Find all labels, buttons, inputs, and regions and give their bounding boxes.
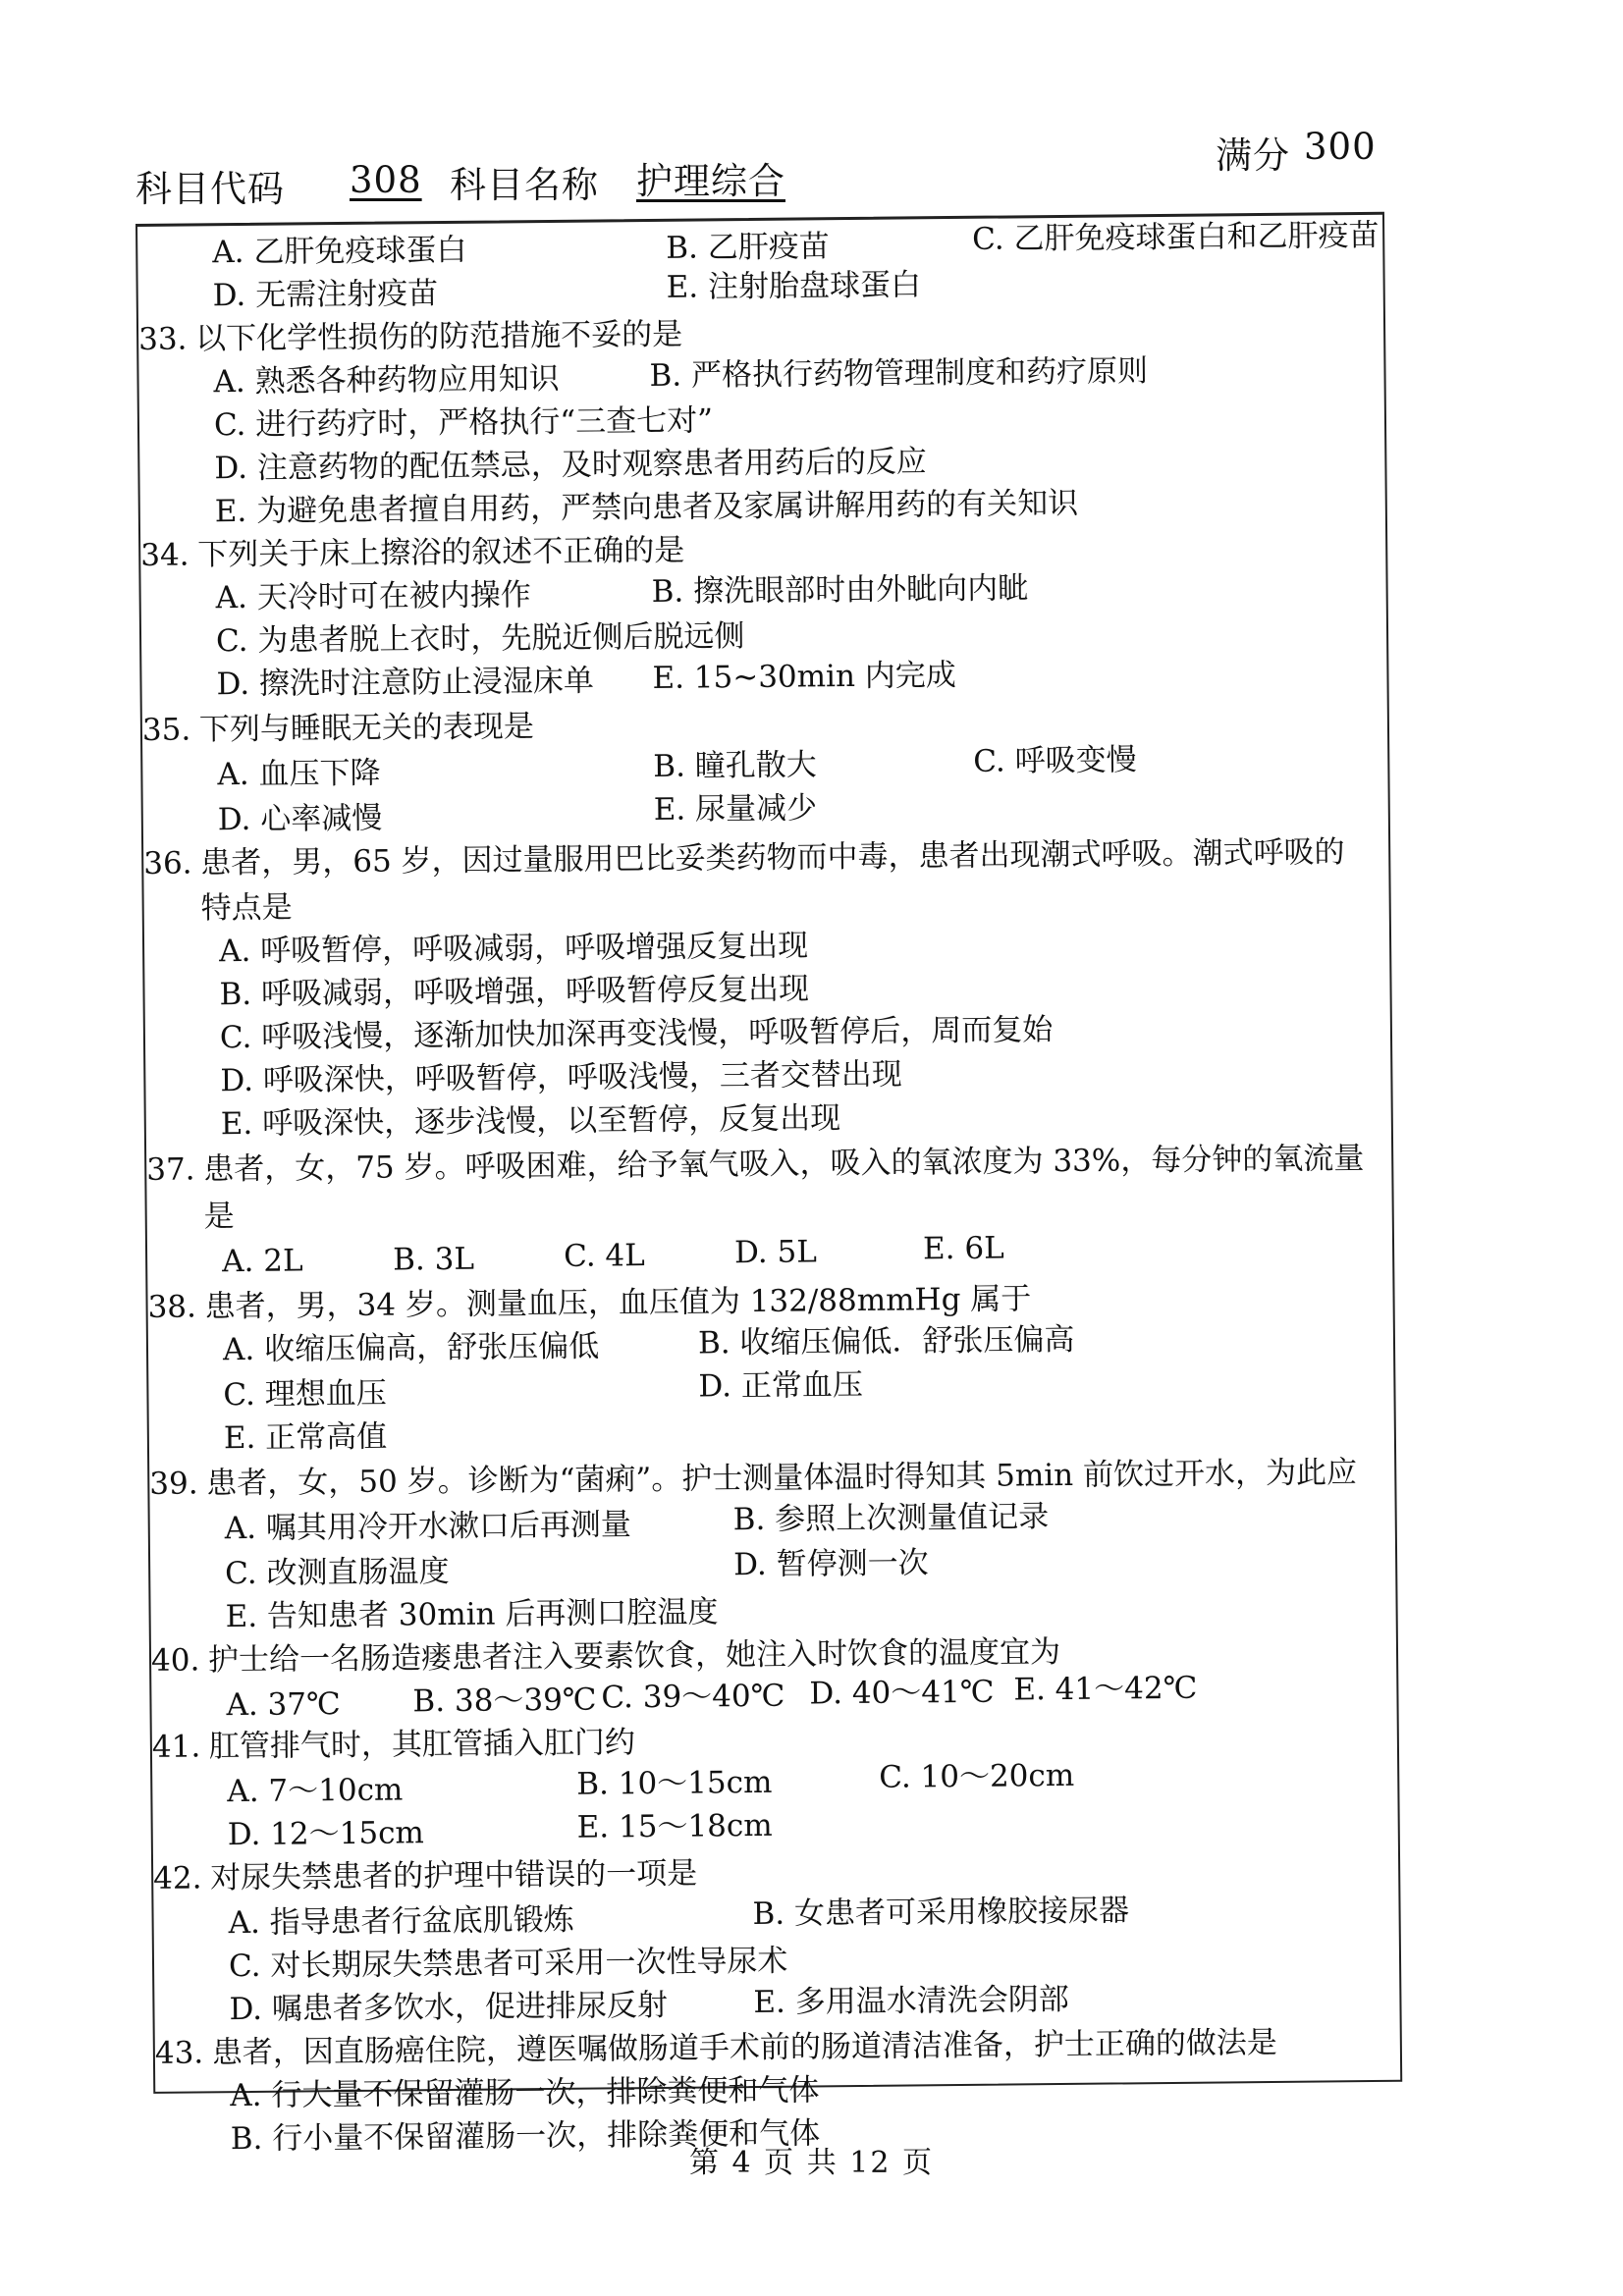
q40-option-c: C. 39～40℃ [601,1678,785,1716]
q34-stem: 下列关于床上擦浴的叙述不正确的是 [197,532,685,573]
q33-option-a: A. 熟悉各种药物应用知识 [213,360,560,400]
q39-option-b: B. 参照上次测量值记录 [732,1499,1050,1538]
q39-number: 39. [149,1466,198,1502]
q34-number: 34. [140,537,189,573]
q40-number: 40. [150,1642,200,1679]
q36-option-c: C. 呼吸浅慢，逐渐加快加深再变浅慢，呼吸暂停后，周而复始 [219,1012,1054,1056]
q35-option-a: A. 血压下降 [217,755,381,793]
q42-number: 42. [153,1860,202,1896]
q38-option-c: C. 理想血压 [223,1375,387,1414]
q36-option-a: A. 呼吸暂停，呼吸减弱，呼吸增强反复出现 [218,928,809,970]
q32-option-b: B. 乙肝疫苗 [666,229,830,266]
q32-option-a: A. 乙肝免疫球蛋白 [212,232,467,271]
q35-number: 35. [141,712,191,748]
q38-option-d: D. 正常血压 [698,1366,864,1405]
q42-option-c: C. 对长期尿失禁患者可采用一次性导尿术 [228,1943,788,1985]
q33-option-d: D. 注意药物的配伍禁忌，及时观察患者用药后的反应 [214,444,928,487]
q43-option-b: B. 行小量不保留灌肠一次，排除粪便和气体 [230,2115,821,2158]
q33-option-c: C. 进行药疗时，严格执行“三查七对” [213,402,714,444]
q40-option-b: B. 38～39℃ [412,1682,597,1720]
q42-option-a: A. 指导患者行盆底肌锻炼 [228,1901,574,1942]
q36-option-e: E. 呼吸深快，逐步浅慢，以至暂停，反复出现 [220,1100,841,1143]
subject-name-label: 科目名称 [450,164,599,206]
q39-option-d: D. 暂停测一次 [732,1545,929,1583]
q37-option-d: D. 5L [733,1234,818,1271]
q39-option-a: A. 嘱其用冷开水漱口后再测量 [224,1507,632,1547]
q33-stem: 以下化学性损伤的防范措施不妥的是 [194,316,683,357]
q43-option-a: A. 行大量不保留灌肠一次，排除粪便和气体 [230,2072,820,2114]
q39-option-c: C. 改测直肠温度 [225,1553,450,1592]
q40-option-d: D. 40～41℃ [809,1674,995,1712]
q39-option-e: E. 告知患者 30min 后再测口腔温度 [225,1594,719,1635]
q35-option-e: E. 尿量减少 [653,790,818,828]
q37-option-a: A. 2L [221,1243,303,1280]
page-footer: 第 4 页 共 12 页 [689,2146,934,2180]
q40-option-a: A. 37℃ [226,1686,341,1724]
q36-option-b: B. 呼吸减弱，呼吸增强，呼吸暂停反复出现 [219,971,810,1013]
q34-option-a: A. 天冷时可在被内操作 [215,577,531,616]
exam-header [135,126,1382,210]
q37-stem: 患者，女，75 岁。呼吸困难，给予氧气吸入，吸入的氧浓度为 33%，每分钟的氧流量 [203,1141,1365,1188]
q34-option-b: B. 擦洗眼部时由外眦向内眦 [651,570,1029,610]
q41-option-d: D. 12～15cm [227,1815,425,1853]
q37-stem-cont: 是 [203,1199,235,1235]
q33-number: 33. [137,321,188,357]
q38-number: 38. [147,1289,197,1325]
q41-option-b: B. 10～15cm [576,1764,773,1802]
q41-option-e: E. 15～18cm [576,1807,773,1845]
question-box [135,212,1402,2158]
q37-option-e: E. 6L [922,1230,1004,1267]
q40-option-e: E. 41～42℃ [1013,1670,1198,1708]
q38-option-e: E. 正常高值 [223,1418,388,1457]
full-score: 300 [1304,126,1377,168]
q36-stem: 患者，男，65 岁，因过量服用巴比妥类药物而中毒，患者出现潮式呼吸。潮式呼吸的 [200,834,1345,881]
q40-stem: 护士给一名肠造瘘患者注入要素饮食，她注入时饮食的温度宜为 [207,1634,1061,1679]
q38-option-b: B. 收缩压偏低．舒张压偏高 [697,1321,1075,1362]
q41-number: 41. [151,1729,201,1765]
q34-option-c: C. 为患者脱上衣时，先脱近侧后脱远侧 [215,618,745,660]
q42-option-d: D. 嘱患者多饮水，促进排尿反射 [229,1987,669,2028]
full-score-label: 满分 [1216,134,1290,177]
q42-option-b: B. 女患者可采用橡胶接尿器 [752,1893,1130,1933]
q32-option-c: C. 乙肝免疫球蛋白和乙肝疫苗 [972,217,1380,257]
q34-option-d: D. 擦洗时注意防止浸湿床单 [216,663,595,703]
q37-option-c: C. 4L [563,1238,645,1274]
q36-number: 36. [143,845,192,881]
q32-option-d: D. 无需注射疫苗 [212,276,439,314]
q37-option-b: B. 3L [392,1241,475,1278]
q41-stem: 肛管排气时，其肛管插入肛门约 [208,1725,636,1765]
q35-option-b: B. 瞳孔散大 [653,747,817,784]
q43-stem: 患者，因直肠癌住院，遵医嘱做肠道手术前的肠道清洁准备，护士正确的做法是 [211,2024,1278,2071]
q35-stem: 下列与睡眠无关的表现是 [198,709,535,748]
q34-option-e: E. 15~30min 内完成 [652,657,956,696]
q41-option-c: C. 10～20cm [879,1757,1075,1795]
q43-number: 43. [154,2035,204,2071]
q38-stem: 患者，男，34 岁。测量血压，血压值为 132/88mmHg 属于 [204,1281,1032,1325]
q35-option-c: C. 呼吸变慢 [973,742,1137,779]
q42-option-e: E. 多用温水清洗会阴部 [753,1981,1069,2021]
q36-option-d: D. 呼吸深快，呼吸暂停，呼吸浅慢，三者交替出现 [220,1056,902,1099]
q41-option-a: A. 7～10cm [227,1772,404,1810]
q36-stem-cont: 特点是 [200,889,293,927]
q42-stem: 对尿失禁患者的护理中错误的一项是 [210,1855,698,1896]
subject-code: 308 [350,159,422,201]
q38-option-a: A. 收缩压偏高，舒张压偏低 [222,1328,600,1368]
q33-option-e: E. 为避免患者擅自用药，严禁向患者及家属讲解用药的有关知识 [214,485,1079,530]
q37-number: 37. [146,1151,195,1188]
q33-option-b: B. 严格执行药物管理制度和药疗原则 [649,353,1149,394]
q32-option-e: E. 注射胎盘球蛋白 [666,267,922,305]
subject-code-label: 科目代码 [135,168,285,210]
q35-option-d: D. 心率减慢 [217,800,383,838]
subject-name: 护理综合 [636,160,785,202]
q39-stem: 患者，女，50 岁。诊断为“菌痢”。护士测量体温时得知其 5min 前饮过开水，为此应 [206,1455,1358,1502]
